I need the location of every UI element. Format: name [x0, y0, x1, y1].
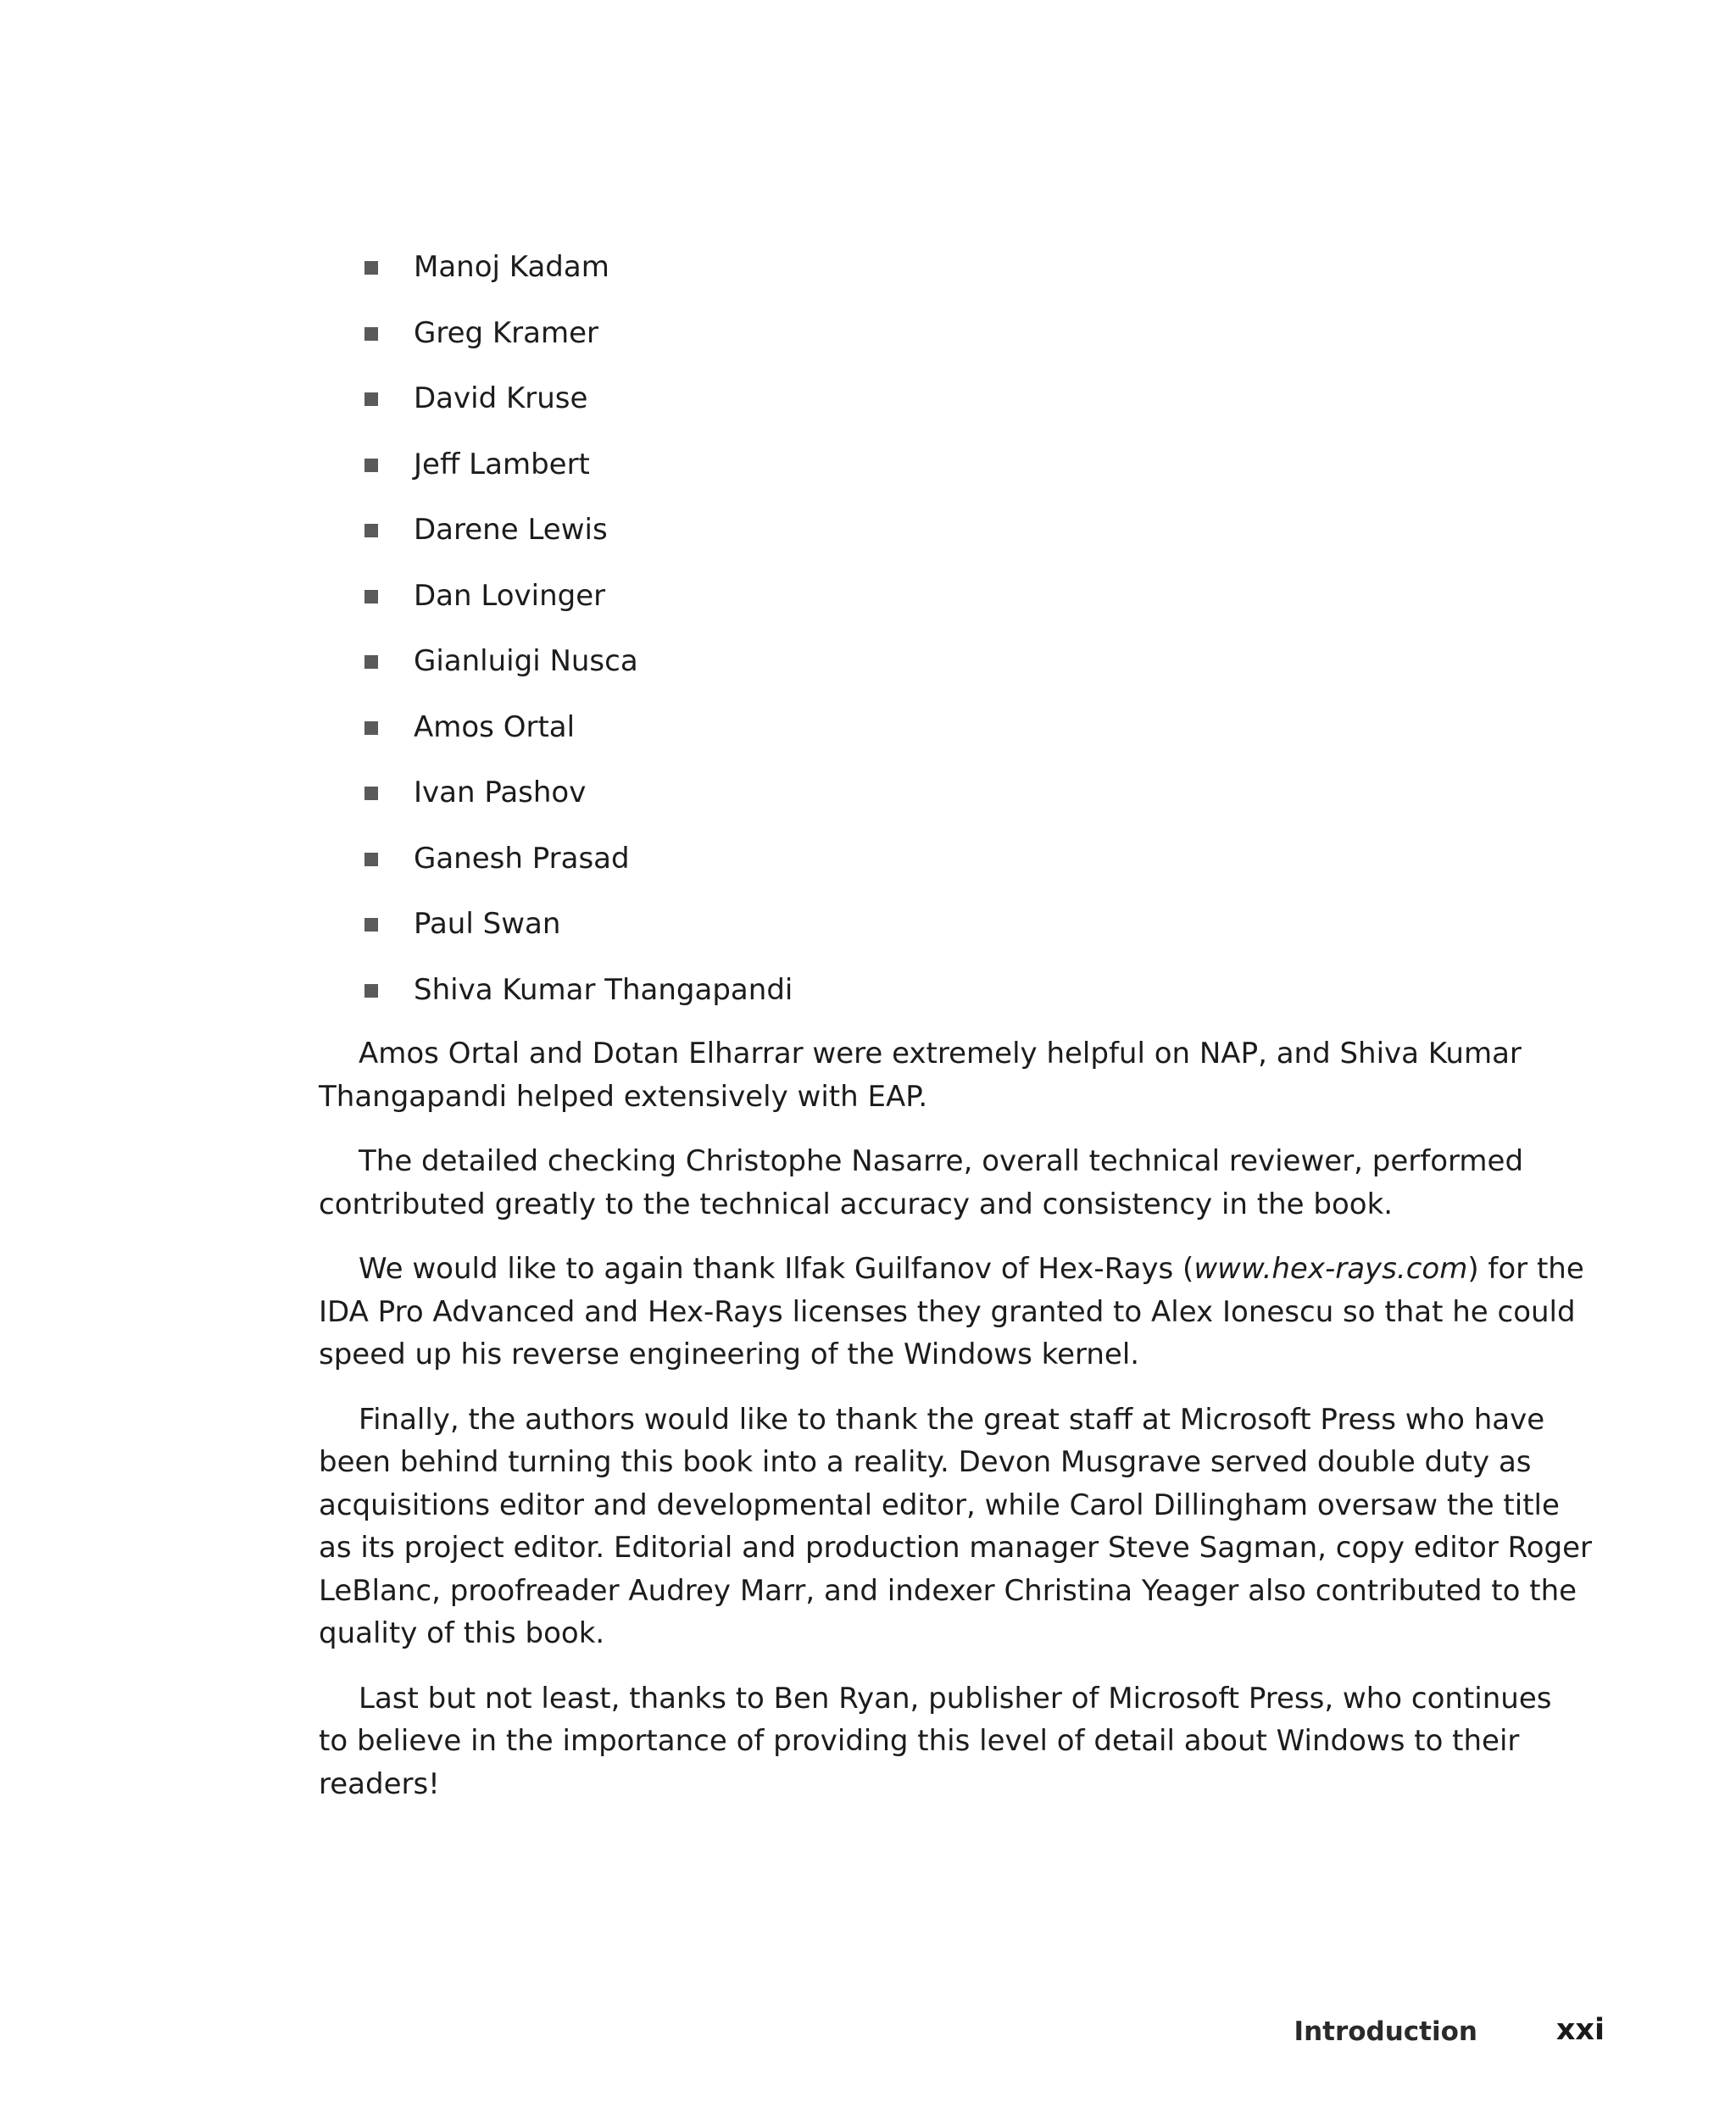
list-item-name: Gianluigi Nusca	[414, 644, 638, 678]
text-line: acquisitions editor and developmental editor, while Carol Dillingham oversaw the title	[319, 1488, 1560, 1522]
list-item-name: Darene Lewis	[414, 513, 608, 547]
text-line: Finally, the authors would like to thank the great staff at Microsoft Press who have	[359, 1402, 1545, 1437]
running-footer-section: Introduction	[1294, 2016, 1477, 2047]
text-line	[319, 1248, 1584, 1291]
paragraph-nap-eap	[319, 1032, 1522, 1118]
text-line: Last but not least, thanks to Ben Ryan, publisher of Microsoft Press, who continues	[359, 1681, 1552, 1716]
text-line: as its project editor. Editorial and production manager Steve Sagman, copy editor Roger	[319, 1531, 1592, 1565]
text-line: contributed greatly to the technical accuracy and consistency in the book.	[319, 1187, 1394, 1221]
square-bullet-icon	[364, 655, 378, 669]
paragraph-hex-rays-thanks	[319, 1248, 1584, 1377]
square-bullet-icon	[364, 590, 378, 603]
list-item-name: Amos Ortal	[414, 709, 576, 744]
square-bullet-icon	[364, 261, 378, 275]
text-line: The detailed checking Christophe Nasarre, overall technical reviewer, performed	[359, 1144, 1524, 1178]
square-bullet-icon	[364, 392, 378, 406]
text-line: speed up his reverse engineering of the Windows kernel.	[319, 1338, 1140, 1371]
square-bullet-icon	[364, 853, 378, 866]
list-item-name: David Kruse	[414, 381, 588, 415]
text-line: readers!	[319, 1766, 440, 1801]
list-item-name: Shiva Kumar Thangapandi	[414, 972, 793, 1007]
body-text	[319, 1032, 1592, 1827]
text-line: quality of this book.	[319, 1616, 605, 1650]
page-number: xxi	[1555, 2013, 1605, 2047]
list-item-name: Manoj Kadam	[414, 250, 609, 284]
paragraph-technical-reviewer	[319, 1140, 1524, 1226]
list-item-name: Greg Kramer	[414, 315, 599, 350]
square-bullet-icon	[364, 524, 378, 537]
text-line: Thangapandi helped extensively with EAP.	[319, 1079, 928, 1114]
page-footer	[0, 2011, 1736, 2053]
square-bullet-icon	[364, 787, 378, 800]
text-line: Amos Ortal and Dotan Elharrar were extremely helpful on NAP, and Shiva Kumar	[359, 1037, 1522, 1071]
square-bullet-icon	[364, 721, 378, 735]
text-line: to believe in the importance of providing this level of detail about Windows to their	[319, 1724, 1520, 1758]
square-bullet-icon	[364, 327, 378, 341]
text-fragment: We would like to again thank Ilfak Guilfanov of Hex-Rays (	[359, 1252, 1194, 1286]
list-item-name: Dan Lovinger	[414, 578, 606, 613]
website-link: www.hex-rays.com	[1194, 1252, 1468, 1286]
list-item-name: Jeff Lambert	[414, 447, 590, 481]
square-bullet-icon	[364, 918, 378, 932]
text-line: LeBlanc, proofreader Audrey Marr, and indexer Christina Yeager also contributed to the	[319, 1573, 1577, 1608]
paragraph-microsoft-press-staff	[319, 1399, 1592, 1655]
list-item-name: Paul Swan	[414, 907, 561, 941]
square-bullet-icon	[364, 459, 378, 472]
text-line: been behind turning this book into a reality. Devon Musgrave served double duty as	[319, 1445, 1532, 1479]
square-bullet-icon	[364, 984, 378, 998]
list-item-name: Ivan Pashov	[414, 776, 587, 809]
text-fragment: ) for the	[1467, 1252, 1584, 1286]
paragraph-publisher-thanks	[319, 1677, 1552, 1806]
text-line: IDA Pro Advanced and Hex-Rays licenses they granted to Alex Ionescu so that he could	[319, 1294, 1576, 1329]
list-item-name: Ganesh Prasad	[414, 841, 630, 876]
